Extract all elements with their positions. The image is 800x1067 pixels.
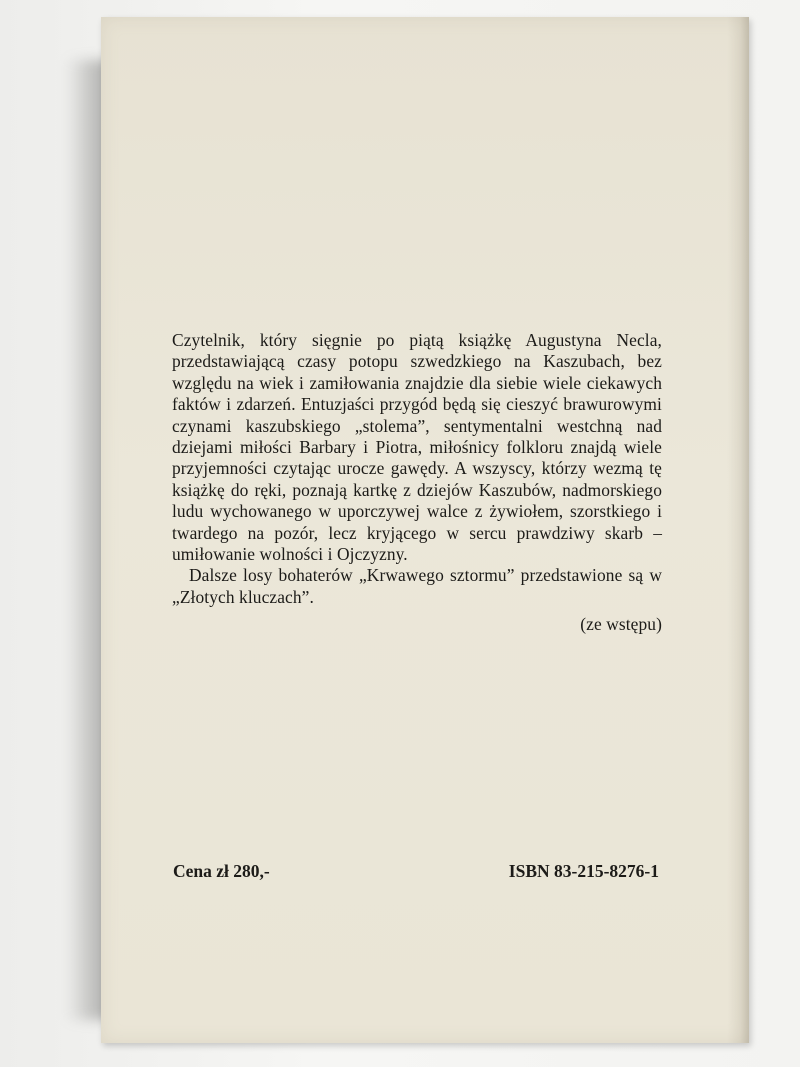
blurb-paragraph-2: Dalsze losy bohaterów „Krwawego sztormu” przedstawione są w „Złotych kluczach”. (172, 565, 662, 607)
price-label: Cena zł 280,- (173, 861, 270, 881)
blurb-text (172, 330, 662, 636)
blurb-paragraph-1: Czytelnik, który sięgnie po piątą książkę Augustyna Necla, przedstawiającą czasy potopu szwedzkiego na Kaszubach, bez względu na wiek i zamiłowania znajdzie dla siebie wiele ciekawych faktów i zdarzeń. Entuzjaści przygód będą się cieszyć brawurowymi czynami kaszubskiego „stolema”, sentymentalni westchną nad dziejami miłości Barbary i Piotra, miłośnicy folkloru znajdą wiele przyjemności czytając urocze gawędy. A wszyscy, którzy wezmą tę książkę do ręki, poznają kartkę z dziejów Kaszubów, nadmorskiego ludu wychowanego w uporczywej walce z żywiołem, szorstkiego i twardego na pozór, lecz kryjącego w sercu prawdziwy skarb – umiłowanie wolności i Ojczyzny. (172, 330, 662, 565)
source-note: (ze wstępu) (580, 614, 662, 635)
isbn-label: ISBN 83-215-8276-1 (508, 861, 659, 881)
